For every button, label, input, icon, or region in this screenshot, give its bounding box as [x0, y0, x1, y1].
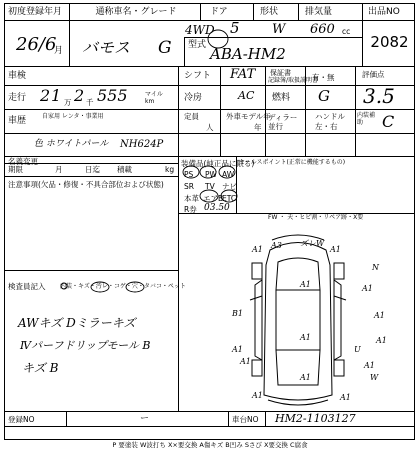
import-year-label: 外車モデル年 — [226, 112, 271, 121]
load-unit: kg — [165, 165, 175, 174]
handle-value: 左・右 — [315, 122, 338, 131]
damage-mark-a1-12: A1 — [252, 391, 263, 400]
odometer-unit: マイル km — [145, 91, 163, 105]
equip-tv: TV — [205, 182, 215, 191]
interior-label: 内装補助 — [357, 112, 376, 126]
equip-navi: ナビ — [222, 182, 237, 191]
doors-label: ドア — [210, 7, 228, 17]
equip-airbag: エアB — [203, 194, 224, 203]
equipment-label: 装備品(純正品に限る) — [181, 159, 255, 168]
damage-mark-a1-5: A1 — [374, 311, 385, 320]
displacement-label: 排気量 — [305, 7, 333, 17]
color-code: NH624P — [120, 139, 164, 150]
shape-value: W — [272, 22, 286, 37]
damage-mark-a1-1: A1 — [252, 245, 263, 254]
equip-sr: SR — [184, 182, 194, 191]
damage-mark-n: N — [372, 263, 379, 272]
shift-label: シフト — [184, 71, 212, 81]
sales-point-footer: FW ・ 天・ヒビ割・リペア跡・X要 — [268, 214, 364, 221]
damage-mark-a1-3: A1 — [300, 280, 311, 289]
name-grade-label: 通称車名・グレード — [95, 7, 177, 17]
damage-mark-a3: A3 — [271, 241, 282, 250]
damage-mark-a1-13: A1 — [340, 393, 351, 402]
damage-mark-a1-7: A1 — [376, 336, 387, 345]
sales-point-label: セールスポイント(正常に機能するもの) — [239, 159, 346, 166]
drive-type: 4WD — [185, 23, 215, 37]
damage-mark-a1-10: A1 — [364, 361, 375, 370]
name-change-day: 日迄 — [85, 165, 100, 174]
damage-mark-a1-2: A1 — [330, 245, 341, 254]
equip-leather: 本革 — [184, 194, 199, 203]
capacity-label: 定員 — [184, 112, 199, 121]
damage-mark-a1-9: A1 — [240, 357, 251, 366]
dealer-label: ディラー並行 — [268, 113, 298, 131]
grade: G — [158, 38, 172, 58]
legend: P 要塗装 W波打ち X×要交換 A傷キズ B凹み Sさび X要交換 C腐食 — [112, 441, 308, 449]
odometer-man-unit: 万 — [64, 98, 72, 107]
history-options: 自家用 レンタ・事業用 — [42, 113, 104, 120]
lot-number-label: 出品NO — [368, 7, 400, 17]
fuel-value: G — [318, 87, 330, 105]
shift-value: FAT — [230, 67, 256, 82]
equip-etc: ETC — [222, 194, 237, 203]
model-label: 型式 — [188, 40, 207, 50]
doors-value: 5 — [230, 19, 240, 37]
inspector-line-2: Ⅳパーフドリップモール B — [20, 339, 151, 352]
odometer-digit-4: 555 — [97, 86, 128, 105]
notes-label: 注意事項(欠品・修復・不具合部位および状態) — [8, 180, 164, 189]
damage-mark-a1-4: A1 — [362, 284, 373, 293]
warranty-value: 有・無 — [312, 73, 335, 82]
lot-number: 2082 — [370, 33, 409, 51]
first-registration-label: 初度登録年月 — [8, 7, 63, 17]
ac-label: 冷房 — [184, 93, 203, 103]
recycle-label: R券 — [184, 205, 197, 214]
inspector-options: 内装・キズ・汚レ・コゲ・穴・タバコ・ペット — [60, 283, 186, 290]
registration-no-label: 登録NO — [8, 415, 35, 424]
warranty-sub: 記録簿/取扱説明書 — [268, 77, 319, 84]
damage-mark-a1-8: A1 — [232, 345, 243, 354]
month-unit: 月 — [54, 46, 64, 56]
shape-label: 形状 — [260, 7, 279, 17]
first-registration-value: 26/6 — [16, 34, 57, 55]
history-label: 車歴 — [8, 116, 27, 126]
displacement-value: 660 — [310, 22, 335, 37]
fuel-label: 燃料 — [272, 93, 291, 103]
odometer-digit-2: 1 — [51, 86, 62, 105]
damage-mark-w: W — [370, 373, 379, 382]
odometer-digit-3: 2 — [74, 86, 85, 105]
rating-label: 評価点 — [362, 70, 385, 79]
car-name: バモス — [82, 38, 131, 57]
name-change-month: 月 — [55, 165, 63, 174]
registration-no-value: ー — [140, 414, 150, 424]
rating-value: 3.5 — [363, 84, 395, 108]
displacement-unit: cc — [342, 27, 351, 36]
odometer-label: 走行 — [8, 93, 27, 103]
odometer-digit-1: 2 — [40, 86, 51, 105]
damage-mark-b1: B1 — [232, 309, 243, 318]
equip-aw: AW — [222, 170, 235, 179]
damage-mark-shift: ズレW — [300, 239, 325, 248]
capacity-unit: 人 — [206, 123, 214, 132]
damage-mark-a1-6: A1 — [300, 333, 311, 342]
chassis-no-value: HM2-1103127 — [275, 412, 356, 425]
import-year-unit: 年 — [254, 123, 262, 132]
inspector-label: 検査員記入 — [8, 282, 46, 291]
equip-ps: PS — [184, 170, 194, 179]
interior-value: C — [382, 112, 395, 131]
ac-value: AC — [238, 89, 255, 102]
inspector-line-1: AWキズ Dミラーキズ — [18, 316, 136, 330]
damage-mark-u: U — [354, 345, 361, 354]
model-value: ABA-HM2 — [210, 45, 286, 63]
inspector-line-3: キズ B — [22, 361, 59, 375]
handle-label: ハンドル — [315, 112, 345, 121]
warranty-label: 保証書 — [270, 69, 291, 77]
recycle-value: 03.50 — [204, 203, 230, 213]
load-label: 積載 — [117, 165, 132, 174]
equip-pw: PW — [205, 170, 217, 179]
color-note: 色 ホワイトパール — [34, 139, 109, 149]
shaken-label: 車検 — [8, 71, 27, 81]
chassis-no-label: 車台NO — [232, 415, 259, 424]
odometer-sen-unit: 千 — [86, 98, 94, 107]
name-change-label: 名義変更期限 — [8, 157, 38, 174]
damage-mark-a1-11: A1 — [300, 373, 311, 382]
